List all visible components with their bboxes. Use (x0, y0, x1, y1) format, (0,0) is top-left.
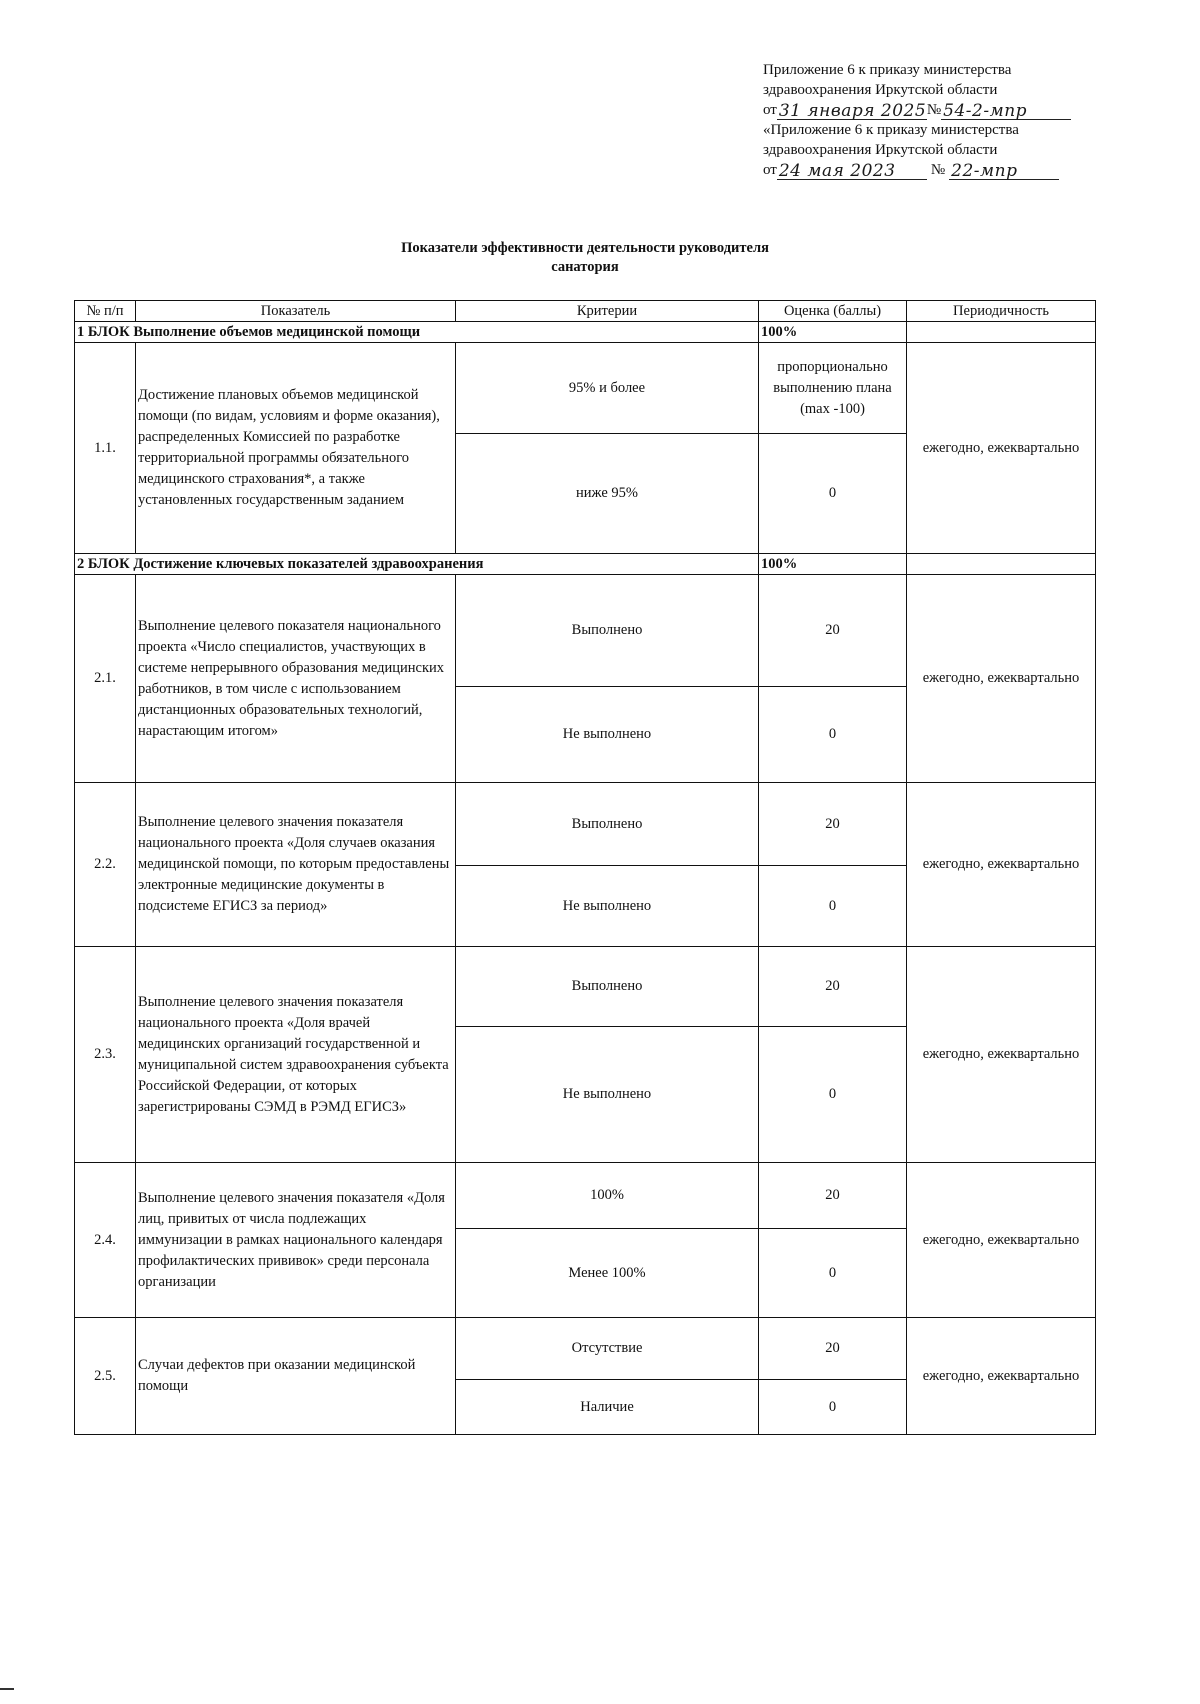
title-line-2: санатория (551, 259, 619, 275)
appendix-line-5: здравоохранения Иркутской области (763, 142, 998, 158)
criteria-a: Выполнено (456, 575, 759, 687)
number-label: № (926, 102, 942, 118)
appendix-header (763, 60, 1093, 180)
criteria-a: Выполнено (456, 947, 759, 1027)
table-row (75, 343, 1096, 434)
score-a: пропорционально выполнению плана (max -100) (759, 343, 907, 434)
row-indicator: Выполнение целевого значения показателя «Доля лиц, привитых от числа подлежащих иммунизации в рамках национального календаря профилактических прививок» среди персонала организации (136, 1163, 456, 1318)
row-num: 2.2. (75, 783, 136, 947)
criteria-b: ниже 95% (456, 434, 759, 554)
row-indicator: Выполнение целевого значения показателя национального проекта «Доля врачей медицинских организаций государственной и муниципальной систем здравоохранения субъекта Российской Федерации, от которых зарегистрированы СЭМД в РЭМД ЕГИСЗ» (136, 947, 456, 1163)
score-b: 0 (759, 866, 907, 947)
row-period: ежегодно, ежеквартально (907, 575, 1096, 783)
block-1-empty (907, 322, 1096, 343)
row-period: ежегодно, ежеквартально (907, 783, 1096, 947)
handwritten-date: 24 мая 2023 (778, 161, 896, 181)
criteria-b: Менее 100% (456, 1229, 759, 1318)
number-field (949, 162, 1059, 180)
from-label: от (763, 162, 777, 178)
row-indicator: Выполнение целевого значения показателя национального проекта «Доля случаев оказания медицинской помощи, по которым предоставлены электронные медицинские документы в подсистеме ЕГИСЗ за период» (136, 783, 456, 947)
appendix-line-4: «Приложение 6 к приказу министерства (763, 122, 1019, 138)
criteria-a: Выполнено (456, 783, 759, 866)
criteria-a: 95% и более (456, 343, 759, 434)
appendix-line-1: Приложение 6 к приказу министерства (763, 62, 1012, 78)
date-field (777, 162, 927, 180)
criteria-b: Наличие (456, 1380, 759, 1435)
score-b: 0 (759, 1229, 907, 1318)
block-2-total: 100% (759, 554, 907, 575)
row-period: ежегодно, ежеквартально (907, 343, 1096, 554)
row-num: 2.4. (75, 1163, 136, 1318)
score-b: 0 (759, 434, 907, 554)
number-label: № (930, 162, 946, 178)
header-indicator: Показатель (136, 301, 456, 322)
criteria-a: Отсутствие (456, 1318, 759, 1380)
criteria-b: Не выполнено (456, 687, 759, 783)
header-score: Оценка (баллы) (759, 301, 907, 322)
table-row (75, 1318, 1096, 1380)
date-field (777, 102, 927, 120)
scan-edge-mark (0, 1688, 14, 1690)
score-a: 20 (759, 783, 907, 866)
table-row (75, 783, 1096, 866)
from-label: от (763, 102, 777, 118)
row-num: 2.1. (75, 575, 136, 783)
table-row (75, 575, 1096, 687)
indicators-table (74, 300, 1096, 1435)
score-a: 20 (759, 1163, 907, 1229)
row-period: ежегодно, ежеквартально (907, 947, 1096, 1163)
appendix-date-line-2 (763, 160, 1093, 180)
criteria-b: Не выполнено (456, 866, 759, 947)
block-1-row (75, 322, 1096, 343)
document-title (0, 239, 1170, 277)
row-indicator: Выполнение целевого показателя национального проекта «Число специалистов, участвующих в системе непрерывного образования медицинских работников, в том числе с использованием дистанционных образовательных технологий, нарастающим итогом» (136, 575, 456, 783)
row-period: ежегодно, ежеквартально (907, 1318, 1096, 1435)
score-b: 0 (759, 1027, 907, 1163)
score-a: 20 (759, 1318, 907, 1380)
block-1-label: 1 БЛОК Выполнение объемов медицинской помощи (75, 322, 759, 343)
appendix-date-line-1 (763, 100, 1093, 120)
table-header-row (75, 301, 1096, 322)
header-criteria: Критерии (456, 301, 759, 322)
score-b: 0 (759, 1380, 907, 1435)
handwritten-number: 54-2-мпр (943, 101, 1028, 121)
handwritten-date: 31 января 2025 (778, 101, 927, 121)
number-field (941, 102, 1071, 120)
table-row (75, 947, 1096, 1027)
block-2-empty (907, 554, 1096, 575)
score-a: 20 (759, 947, 907, 1027)
handwritten-number: 22-мпр (951, 161, 1018, 181)
row-num: 1.1. (75, 343, 136, 554)
header-num: № п/п (75, 301, 136, 322)
criteria-a: 100% (456, 1163, 759, 1229)
title-line-1: Показатели эффективности деятельности руководителя (401, 240, 769, 256)
row-indicator: Случаи дефектов при оказании медицинской помощи (136, 1318, 456, 1435)
score-a: 20 (759, 575, 907, 687)
block-1-total: 100% (759, 322, 907, 343)
criteria-b: Не выполнено (456, 1027, 759, 1163)
block-2-row (75, 554, 1096, 575)
block-2-label: 2 БЛОК Достижение ключевых показателей здравоохранения (75, 554, 759, 575)
row-num: 2.5. (75, 1318, 136, 1435)
appendix-line-2: здравоохранения Иркутской области (763, 82, 998, 98)
score-b: 0 (759, 687, 907, 783)
row-indicator: Достижение плановых объемов медицинской помощи (по видам, условиям и форме оказания), распределенных Комиссией по разработке территориальной программы обязательного медицинского страхования*, а также установленных государственным заданием (136, 343, 456, 554)
header-period: Периодичность (907, 301, 1096, 322)
table-row (75, 1163, 1096, 1229)
row-period: ежегодно, ежеквартально (907, 1163, 1096, 1318)
row-num: 2.3. (75, 947, 136, 1163)
